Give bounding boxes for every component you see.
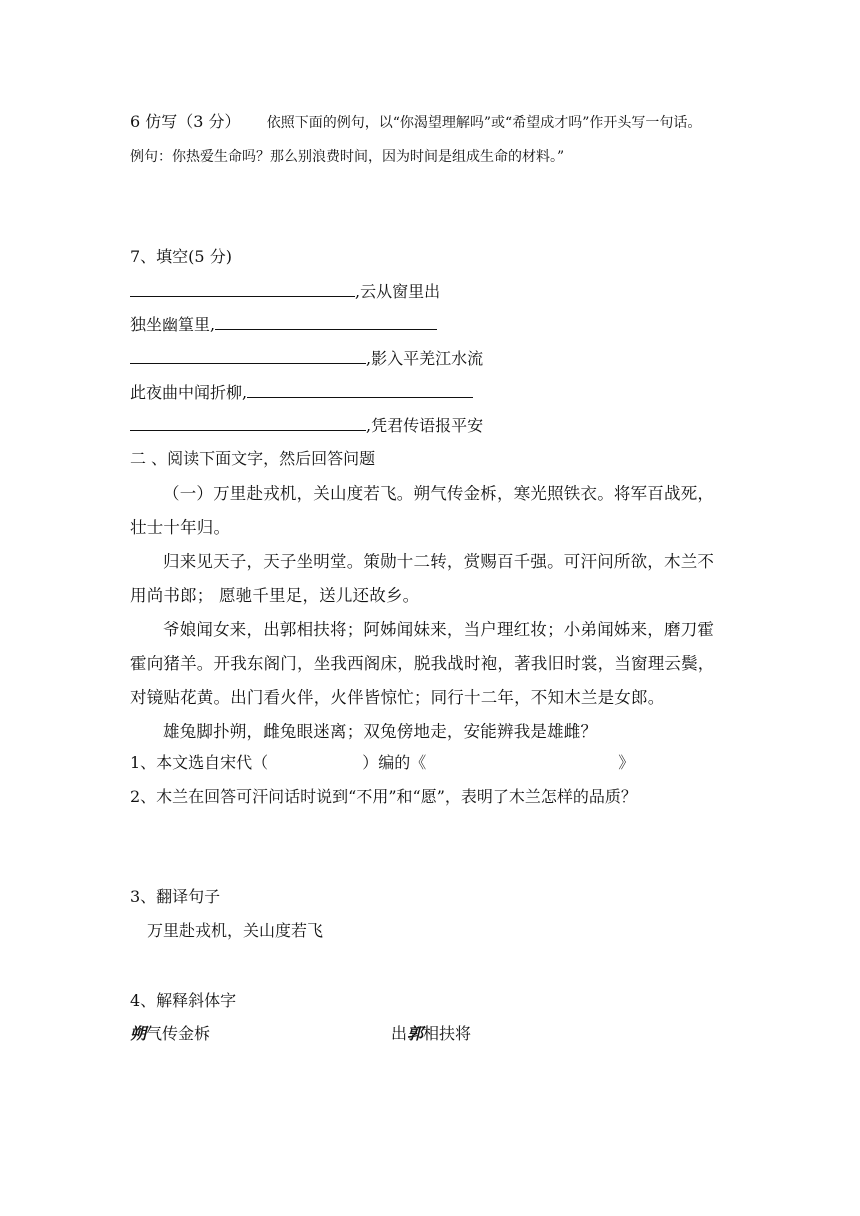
q6-example: 例句：你热爱生命吗？那么别浪费时间，因为时间是组成生命的材料。” bbox=[130, 149, 565, 165]
sub-question-4-item-2: 出郭相扶将 bbox=[391, 1024, 472, 1043]
q7-fill-line-1: ,云从窗里出 bbox=[130, 280, 440, 303]
answer-blank[interactable] bbox=[247, 381, 473, 398]
passage-paragraph-1: （一）万里赴戎机，关山度若飞。朔气传金柝，寒光照铁衣。将军百战死，壮士十年归。 bbox=[130, 484, 715, 537]
sub-question-1: 1、本文选自宋代（ ）编的《 》 bbox=[130, 753, 635, 772]
sub-question-3-sentence: 万里赴戎机，关山度若飞 bbox=[147, 921, 324, 940]
passage-paragraph-3: 爷娘闻女来，出郭相扶将；阿姊闻妹来，当户理红妆；小弟闻姊来，磨刀霍霍向猪羊。开我东阁门，坐我西阁床，脱我战时袍，著我旧时裳，当窗理云鬓，对镜贴花黄。出门看火伴，火伴皆惊忙；同行十二年，不知木兰是女郎。 bbox=[130, 620, 715, 707]
passage-paragraph-4: 雄兔脚扑朔，雌兔眼迷离；双兔傍地走，安能辨我是雄雌？ bbox=[163, 722, 598, 741]
answer-blank[interactable] bbox=[130, 280, 355, 297]
q7-fill-line-2: 独坐幽篁里, bbox=[130, 313, 437, 336]
q7-fill-line-3: ,影入平羌江水流 bbox=[130, 347, 483, 370]
q6-heading: 6 仿写（3 分） bbox=[130, 112, 241, 131]
q7-fill-line-5: ,凭君传语报平安 bbox=[130, 414, 483, 437]
q7-fill-line-4: 此夜曲中闻折柳, bbox=[130, 381, 473, 404]
q6-line bbox=[130, 111, 701, 134]
sub-question-3-heading: 3、翻译句子 bbox=[130, 887, 221, 906]
section2-heading: 二 、阅读下面文字，然后回答问题 bbox=[130, 449, 376, 468]
answer-blank[interactable] bbox=[130, 347, 366, 364]
answer-blank[interactable] bbox=[130, 414, 366, 431]
sub-question-4-item-1: 朔气传金柝 bbox=[130, 1024, 211, 1043]
sub-question-2: 2、木兰在回答可汗问话时说到“不用”和“愿”，表明了木兰怎样的品质？ bbox=[130, 787, 637, 806]
answer-blank[interactable] bbox=[215, 313, 437, 330]
sub-question-4-heading: 4、解释斜体字 bbox=[130, 991, 237, 1010]
q6-prompt: 依照下面的例句，以“你渴望理解吗”或“希望成才吗”作开头写一句话。 bbox=[266, 115, 702, 131]
q7-heading: 7、填空(5 分) bbox=[130, 247, 232, 266]
passage-paragraph-2: 归来见天子，天子坐明堂。策勋十二转，赏赐百千强。可汗问所欲，木兰不用尚书郎； 愿驰千里足，送儿还故乡。 bbox=[130, 552, 715, 605]
